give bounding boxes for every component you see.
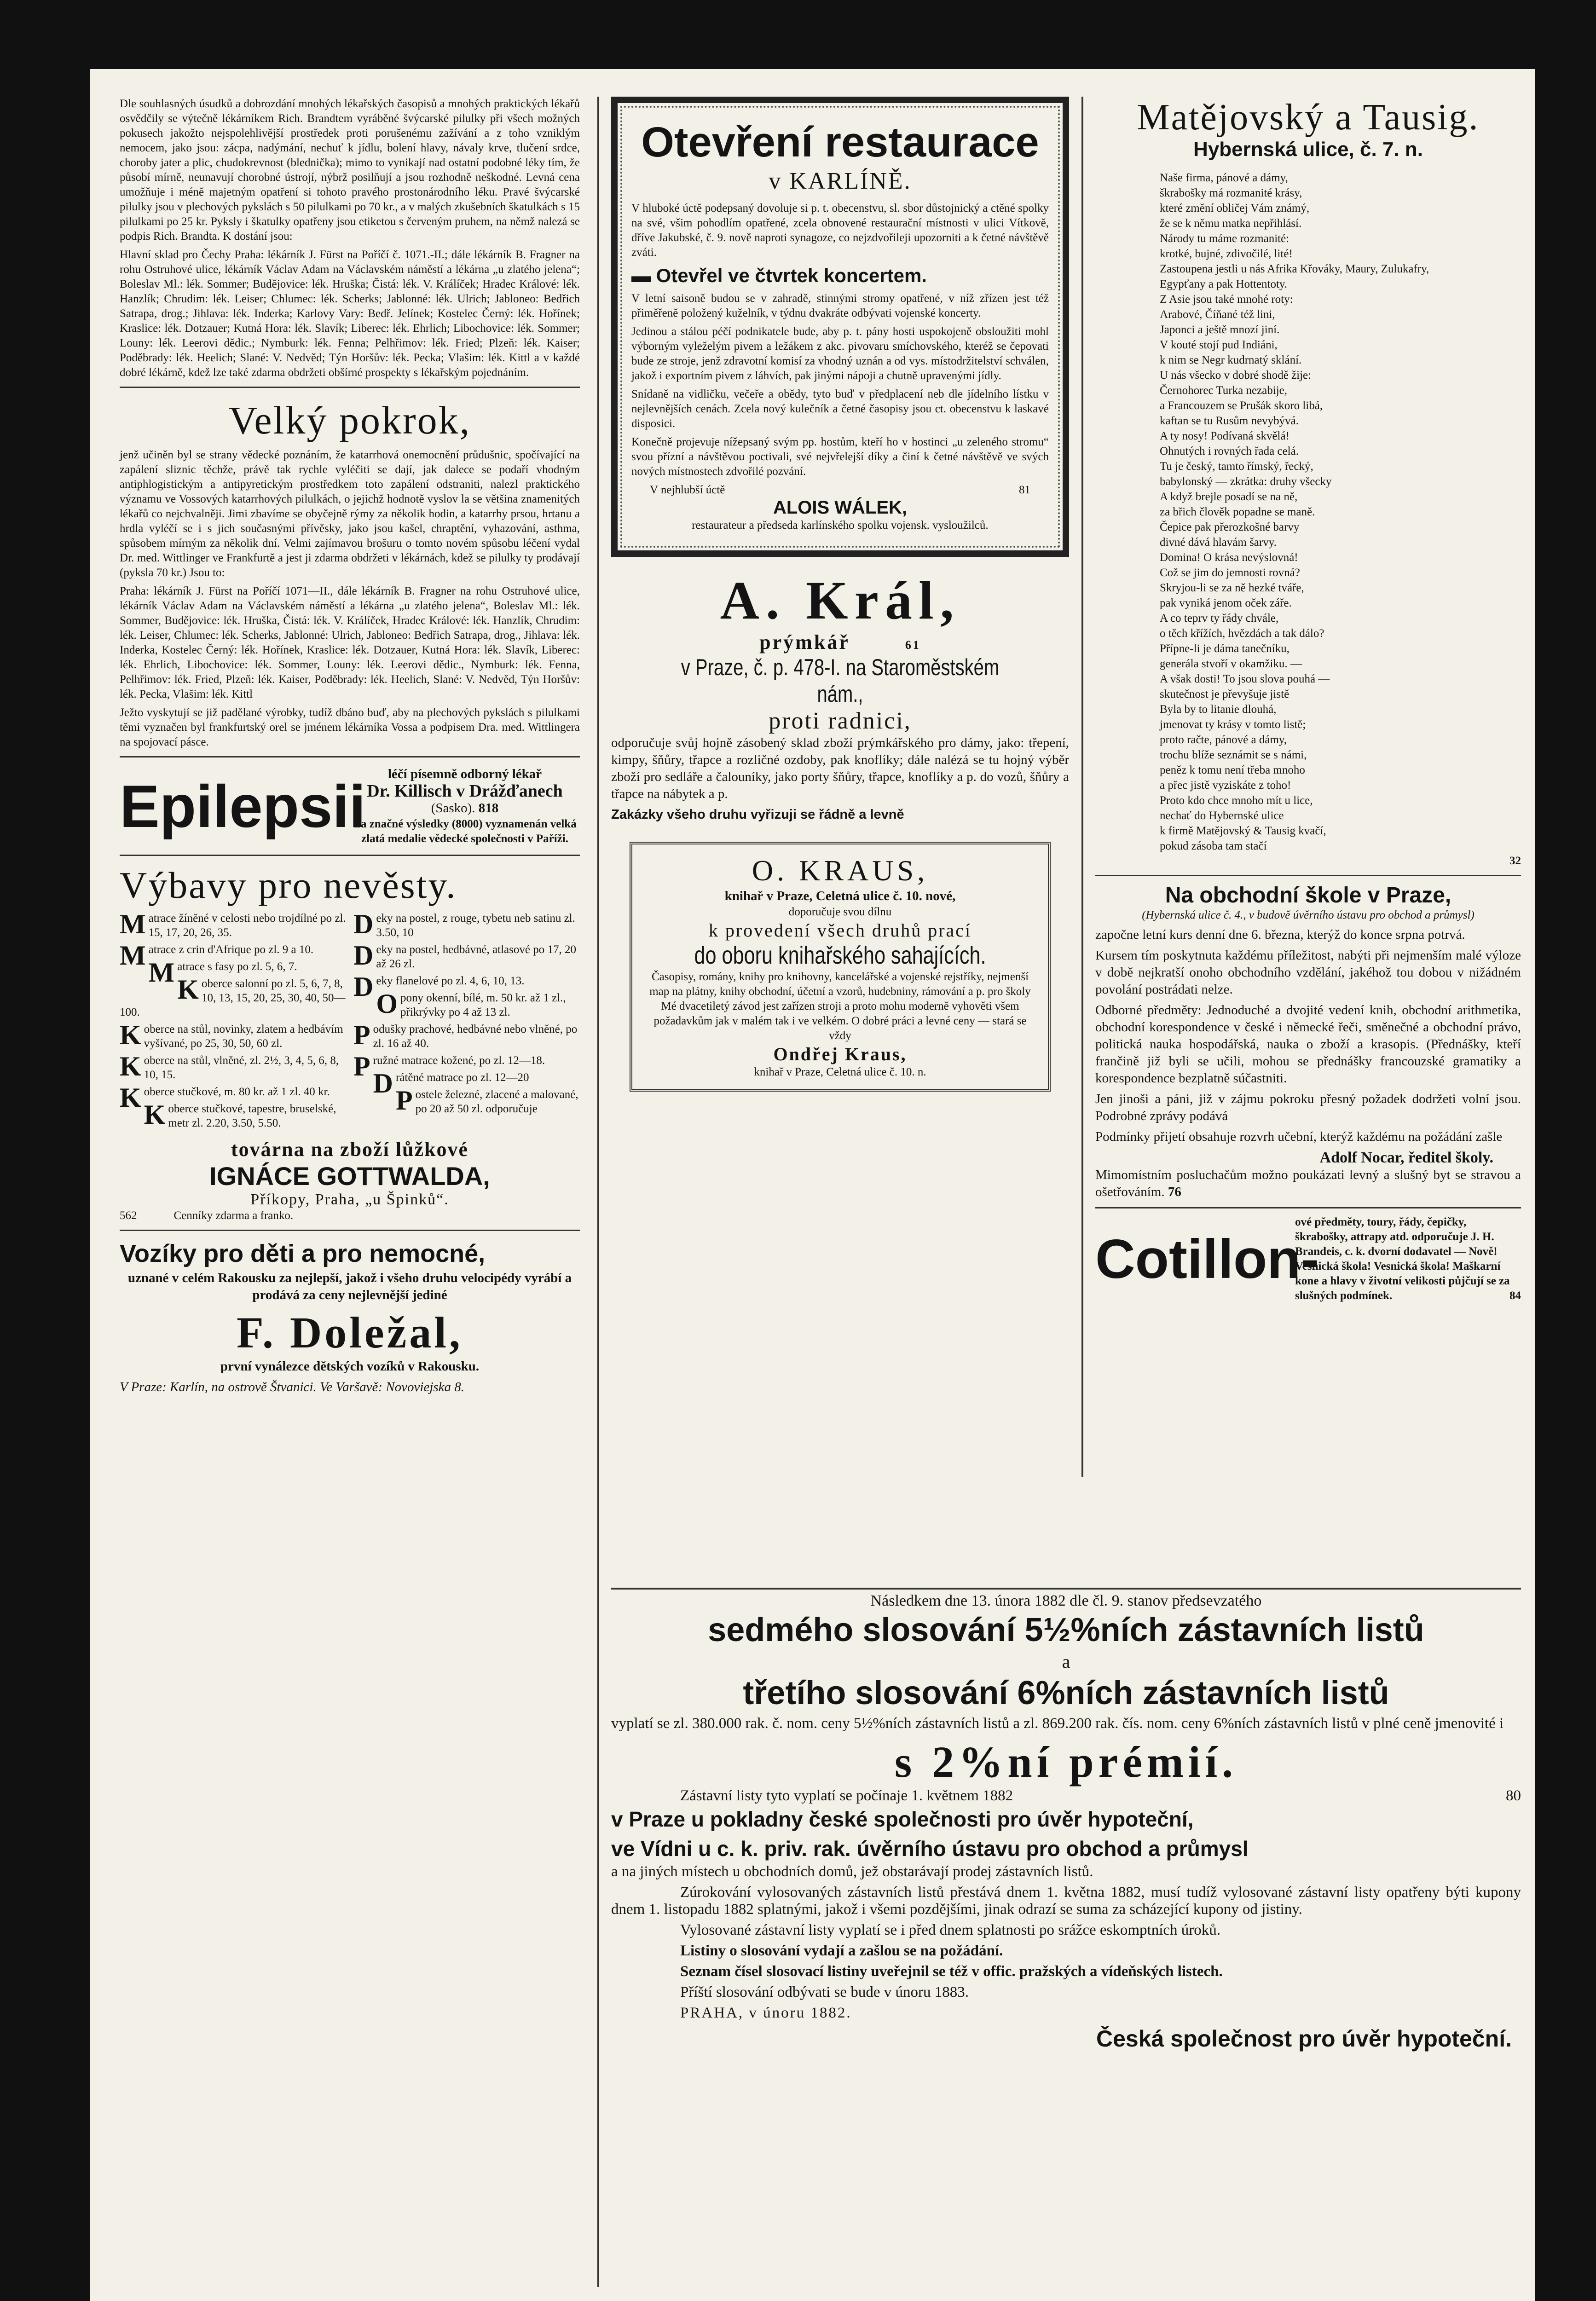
bank-headline: třetího slosování 6%ních zástavních listů bbox=[743, 1675, 1389, 1711]
poem-line: U nás všecko v dobré shodě žije: bbox=[1160, 369, 1312, 382]
vybavy-list bbox=[120, 911, 580, 1133]
restaurant-p3: Jedinou a stálou péčí podnikatele bude, aby p. t. pány hosti uspokojeně obsloužiti mohl výborným vyleželým pivem a ležákem z akc. pivovaru smíchovského, kteréž se čepovati bude ze stroje, jenž zdravotní komisí za vhodný uznán a od vys. místodržitelství schválen, jakož i exportním pivem z láhvích, pak jinými nápoji a chutně upravenými jídly. bbox=[631, 325, 1049, 382]
kraus-ad bbox=[630, 842, 1051, 1092]
gottwald-catalog: Cenníky zdarma a franko. bbox=[173, 1209, 294, 1222]
poem-line: o těch křížích, hvězdách a tak dálo? bbox=[1160, 627, 1324, 640]
bank-line: Vylosované zástavní listy vyplatí se i před dnem splatnosti po srážce eskomptních úroků. bbox=[680, 1922, 1221, 1938]
vybavy-item bbox=[120, 1053, 346, 1082]
ob-p6-text: Mimomístním posluchačům možno poukázati levný a slušný byt se stravou a ošetřováním. bbox=[1095, 1168, 1521, 1199]
bank-line: a bbox=[1062, 1651, 1070, 1672]
poem-line: Tu je český, tamto římský, řecký, bbox=[1160, 460, 1313, 473]
poem-line: Proto kdo chce mnoho mít u lice, bbox=[1160, 794, 1313, 807]
mt-address: Hybernská ulice, č. 7. n. bbox=[1193, 138, 1423, 161]
kral-address: v Praze, č. p. 478-I. na Staroměstském nám., bbox=[681, 654, 1000, 707]
vybavy-left bbox=[120, 911, 346, 1133]
poem-line: Arabové, Číňané též lini, bbox=[1160, 308, 1275, 321]
kraus-name: Ondřej Kraus, bbox=[773, 1044, 907, 1064]
cotillon-ad bbox=[1095, 1215, 1521, 1303]
vybavy-item bbox=[353, 1022, 580, 1051]
bank-line: Příští slosování odbývati se bude v únoru 1883. bbox=[680, 1984, 969, 2000]
poem-line: A ty nosy! Podívaná skvělá! bbox=[1160, 430, 1290, 442]
gottwald-address: Příkopy, Praha, „u Špinků“. bbox=[250, 1191, 449, 1208]
poem-line: Národy tu máme rozmanité: bbox=[1160, 232, 1290, 245]
vybavy-item bbox=[120, 911, 346, 940]
initial-letter: P bbox=[396, 1085, 413, 1116]
poem-line: Egypťany a pak Hottentoty. bbox=[1160, 278, 1288, 290]
bank-notice bbox=[611, 1592, 1521, 2052]
vybavy-item bbox=[120, 1022, 346, 1051]
poem-line: skutečnost je převyšuje jistě bbox=[1160, 688, 1290, 700]
column-middle bbox=[611, 97, 1069, 1096]
kral-text: odporučuje svůj hojně zásobený sklad zboží prýmkářského pro dámy, jako: třepení, kimpy, šňůry, třapce a rozličné ozdoby, pak knoflíky; dále nalézá se tu hojný výběr zboží pro sedláře a čalouníky, jako porty šňůry, třapce, knoflíky a p. do vozů, šňůry a třapce na nábytek a p. bbox=[611, 735, 1069, 801]
initial-letter: D bbox=[373, 1068, 393, 1098]
divider bbox=[611, 1588, 1521, 1590]
ob-p2: Kursem tím poskytnuta každému příležitost, nabýti při nejmenším malé výloze v době nejkratší onoho obchodního vzdělání, jakéhož tou dobou v nižádném povolání postrádati nelze. bbox=[1095, 948, 1521, 997]
initial-letter: D bbox=[353, 940, 374, 971]
poem-line: trochu blíže seznámit se s námi, bbox=[1160, 749, 1307, 761]
poem-line: nechať do Hybernské ulice bbox=[1160, 809, 1284, 822]
voziky-address: V Praze: Karlín, na ostrově Štvanici. Ve Varšavě: Novoviejska 8. bbox=[120, 1380, 465, 1394]
vybavy-item-text: odušky prachové, hedbávné nebo vlněné, po zl. 16 až 40. bbox=[373, 1023, 578, 1050]
bank-line: Následkem dne 13. února 1882 dle čl. 9. stanov předsevzatého bbox=[870, 1592, 1262, 1609]
kraus-line: Časopisy, romány, knihy pro knihovny, kancelářské a vojenské rejstříky, nejmenší map na plátny, knihy obchodní, účetní a vzorů, hudebniny, rámování a p. pro školy bbox=[649, 971, 1031, 998]
kral-location: proti radnici, bbox=[769, 708, 912, 734]
ob-p5: Podmínky přijetí obsahuje rozvrh učební, kterýž každému na požádání zašle bbox=[1095, 1129, 1503, 1144]
initial-letter: M bbox=[120, 909, 146, 939]
poem-line: škrabošky má rozmanité krásy, bbox=[1160, 187, 1302, 199]
bank-line: a na jiných místech u obchodních domů, jež obstarávají prodej zástavních listů. bbox=[611, 1863, 1093, 1880]
poem-line: Čepice pak přerozkošné barvy bbox=[1160, 521, 1300, 533]
poem-line: babylonský — zkrátka: druhy všecky bbox=[1160, 475, 1332, 488]
column-left bbox=[120, 97, 580, 1399]
vybavy-item-text: oberce stučkové, tapestre, bruselské, metr zl. 2.20, 3.50, 5.50. bbox=[168, 1103, 336, 1129]
divider bbox=[120, 1230, 580, 1231]
poem-line: krotké, bujné, zdivočilé, lité! bbox=[1160, 248, 1293, 260]
poem-line: V kouté stojí pud Indiáni, bbox=[1160, 339, 1278, 351]
poem-line: peněz k tomu není třeba mnoho bbox=[1160, 764, 1305, 776]
poem-line: Což se jim do jemnosti rovná? bbox=[1160, 567, 1300, 579]
restaurant-concert-text: Otevřel ve čtvrtek koncertem. bbox=[656, 265, 927, 286]
vybavy-item-text: oberce na stůl, vlněné, zl. 2½, 3, 4, 5, 6, 8, 10, 15. bbox=[144, 1054, 339, 1081]
pokrok-title: Velký pokrok, bbox=[228, 398, 471, 442]
epilepsy-ad bbox=[120, 766, 580, 846]
kral-trade-text: prýmkář bbox=[759, 631, 850, 653]
initial-letter: K bbox=[177, 974, 199, 1005]
restaurant-subtitle: v KARLÍNĚ. bbox=[769, 168, 912, 194]
vybavy-right bbox=[353, 911, 580, 1133]
vybavy-item-text: oberce na stůl, novinky, zlatem a hedbávím vyšívané, po 25, 30, 50, 60 zl. bbox=[144, 1023, 343, 1050]
voziky-inventor: první vynálezce dětských vozíků v Rakousku. bbox=[220, 1359, 480, 1374]
bank-signature: Česká společnost pro úvěr hypoteční. bbox=[1096, 2026, 1512, 2052]
epilepsy-line: (Sasko). bbox=[431, 801, 475, 815]
vybavy-item-text: oberce stučkové, m. 80 kr. až 1 zl. 40 kr. bbox=[144, 1086, 330, 1098]
initial-letter: D bbox=[353, 971, 374, 1002]
vybavy-item bbox=[120, 957, 346, 988]
mt-title: Matějovský a Tausig. bbox=[1137, 97, 1480, 138]
cotillon-title: Cotillon- bbox=[1095, 1228, 1319, 1290]
initial-letter: K bbox=[120, 1020, 141, 1050]
vybavy-item-text: rátěné matrace po zl. 12—20 bbox=[396, 1071, 529, 1084]
vybavy-item-text: atrace žíněné v celosti nebo trojdílné po zl. 15, 17, 20, 26, 35. bbox=[148, 912, 346, 939]
ad-number: 818 bbox=[478, 801, 499, 815]
initial-letter: M bbox=[148, 957, 175, 988]
poem-line: pokud zásoba tam stačí bbox=[1160, 840, 1267, 852]
dolezal-name: F. Doležal, bbox=[237, 1308, 463, 1357]
initial-letter: K bbox=[120, 1082, 141, 1113]
pokrok-warning: Ježto vyskytují se již padělané výrobky, tudíž dbáno buď, aby na plechových pykslách s pilulkami těmi vyznačen byl frankfurtský orel se jménem lékárníka Vossa a podpisem Dra. med. Wittlingera na spojovací pásce. bbox=[120, 706, 580, 748]
divider bbox=[120, 756, 580, 757]
restaurant-p5: Konečně projevuje nížepsaný svým pp. hostům, kteří ho v hostinci „u zeleného stromu“ svou přízní a návštěvou poctivali, své nejvřelejší díky a činí k četné návštěvě ve svých nových místnostech zdvořilé pozvání. bbox=[631, 436, 1049, 478]
restaurant-owner: ALOIS WÁLEK, bbox=[773, 497, 908, 518]
kral-trade bbox=[611, 630, 1069, 654]
ob-p1: započne letní kurs denní dne 6. března, kterýž do konce srpna potrvá. bbox=[1095, 927, 1465, 942]
bank-line: Zástavní listy tyto vyplatí se počínaje 1. květnem 1882 bbox=[680, 1787, 1013, 1804]
mt-poem bbox=[1095, 170, 1521, 854]
bank-headline: sedmého slosování 5½%ních zástavních listů bbox=[708, 1612, 1424, 1648]
pokrok-text: jenž učiněn byl se strany vědecké poznáním, že katarrhová onemocnění průdušnic, spočívající na zapálení sliznic těchže, právě tak rychle vyléčiti se dají, jak dalece se podaří vhodným antiphlogistickým a antipyretickým prostředkem toto zapálení odstraniti, nalezl praktického významu ve Vossových katarrhových pilulkách, o jejichž hodnotě vyslov la se většina znamenitých lékařů co nejchvalněji. Jimi zbavíme se obyčejně rýmy za několik hodin, a katarrhy prsou, hrtanu a hrdla vyléčí se i s jich současnými přívěsky, jako jsou kašel, chraptění, vyhazování, asthma, spůsobem mírným za několik dní. Velmi zajímavou brošuru o tomto novém spůsobu léčení vydal Dr. med. Wittlinger ve Frankfurtě a jest ji zdarma obdržeti v lékárnách, kdež se pilulky ty prodávají (pyksla 70 kr.) Jsou to: bbox=[120, 449, 580, 579]
poem-line: Domina! O krása nevýslovná! bbox=[1160, 551, 1298, 564]
epilepsy-line: léčí písemně odborný lékař bbox=[387, 767, 542, 781]
bank-line: vyplatí se zl. 380.000 rak. č. nom. ceny 5½%ních zástavních listů a zl. 869.200 rak. čís. nom. ceny 6%ních zástavních listů v plné ceně jmenovité i bbox=[611, 1715, 1504, 1732]
poem-line: A však dosti! To jsou slova pouhá — bbox=[1160, 673, 1330, 685]
ob-p3: Odborné předměty: Jednoduché a dvojité vedení knih, obchodní arithmetika, obchodní korespondence v české i německé řeči, směnečné a obchodní právo, politická nauka hospodářská, nauka o zboží a krasopis. (Přednášky, kteří frančině již byli se učili, mohou se přednášky francouzské gramatiky a korespondence bezplatně súčastniti. bbox=[1095, 1003, 1521, 1086]
poem-line: A co teprv ty řády chvále, bbox=[1160, 612, 1279, 624]
vybavy-item bbox=[120, 1099, 346, 1130]
poem-line: Byla by to litanie dlouhá, bbox=[1160, 703, 1277, 716]
divider bbox=[1095, 1207, 1521, 1208]
brandt-ad-stockists: Hlavní sklad pro Čechy Praha: lékárník J. Fürst na Poříčí č. 1071.-II.; dále lékárník B. Fragner na rohu Ostruhové ulice, lékárník Václav Adam na Václavském náměstí a lékárna „u zlatého jelena“; Boleslav Ml.: lék. Sommer; Budějovice: lék. Hruška; Čistá: lék. V. Králíček; Hradec Králové: lék. Hanzlík; Chrudim: lék. Leiser; Chlumec: lék. Scherks; Jablonné: lék. Ulrich; Jabloneo: Bedřich Satrapa, drog.; Jihlava: lék. Inderka; Karlovy Vary: Bedř. Jelínek; Kostelec Černý: lék. Hořínek; Kraslice: lék. Dotzauer; Kutná Hora: lék. Slavík; Liberec: lék. Ehrlich; Libochovice: lék. Sommer; Louny: lék. Leerovi dědic.; Nymburk: lék. Fenna; Pelhřimov: lék. Fried; Plzeň: lék. Kaiser; Poděbrady: lék. Heelich; Slané: V. Nedvěd; Týn Horšův: lék. Pecka; Vlašim: lék. Kittl a v každé dobré lékárně, kdež lze také zdarma obdržeti obšírné prospekty s lékařským pojednáním. bbox=[120, 249, 580, 379]
poem-line: že se k němu matka nepřihlásí. bbox=[1160, 217, 1302, 230]
ob-title: Na obchodní škole v Praze, bbox=[1165, 883, 1451, 908]
restaurant-ad bbox=[611, 97, 1069, 557]
restaurant-concert bbox=[631, 265, 1049, 287]
initial-letter: M bbox=[120, 940, 146, 971]
epilepsy-doctor: Dr. Killisch v Drážďanech bbox=[367, 781, 563, 801]
brandt-ad-text: Dle souhlasných úsudků a dobrozdání mnohých lékařských časopisů a mnohých praktických lékařů osvědčily se výtečně lékárníkem Rich. Brandtem vyráběné švýcarské pilulky při všech možných pokusech jakožto nejspolehlivější prostředek proti porušenému zažívání a z toho vzniklým nemocem, jako jsou: zácpa, nadýmání, nechuť k jídlu, bolení hlavy, návaly krve, tlučení srdce, choroby jater a plic, chudokrevnost (blednička); mimo to vynikají nad ostatní podobné léky tím, že působí mírně, neunavují chorobné ústrojí, nýbrž posilňují a jsou rozhodně neškodné. Levná cena umožňuje i méně majetným opatření si tohoto pravého prostonárodního léku. Pravé švýcarské pilulky jsou v plechových pykslách s 50 pilulkami po 70 kr., a v malých zkušebních škatulkách s 15 pilulkami po 25 kr. Pyksly i škatulky opatřeny jsou etiketou s červeným pruhem, na němž nalezá se podpis Rich. Brandta. K dostání jsou: bbox=[120, 98, 580, 243]
divider bbox=[120, 387, 580, 388]
ad-number: 61 bbox=[905, 638, 921, 652]
restaurant-title: Otevření restaurace bbox=[641, 119, 1039, 166]
initial-letter: P bbox=[353, 1020, 370, 1050]
gottwald-line1: továrna na zboží lůžkové bbox=[231, 1138, 469, 1161]
voziky-text: uznané v celém Rakousku za nejlepší, jakož i všeho druhu velocipédy vyrábí a prodává za ceny nejlevnější jediné bbox=[127, 1271, 572, 1302]
initial-letter: O bbox=[376, 989, 398, 1019]
poem-line: generála stvoří v okamžiku. — bbox=[1160, 658, 1302, 670]
newspaper-page bbox=[90, 69, 1535, 2301]
vybavy-item-text: ostele železné, zlacené a malované, po 20 až 50 zl. odporučuje bbox=[415, 1088, 578, 1115]
poem-line: a Francouzem se Prušák skoro libá, bbox=[1160, 399, 1323, 412]
vybavy-item bbox=[353, 911, 580, 940]
poem-line: Z Asie jsou také mnohé roty: bbox=[1160, 293, 1293, 306]
kral-orders: Zakázky všeho druhu vyřizuji se řádně a levně bbox=[611, 807, 904, 822]
poem-line: Naše firma, pánové a dámy, bbox=[1160, 172, 1288, 184]
arrow-icon: ▬ bbox=[631, 265, 656, 286]
poem-line: k firmě Matějovský & Tausig kvačí, bbox=[1160, 825, 1326, 837]
vybavy-item bbox=[353, 1068, 580, 1098]
bank-line: Zúrokování vylosovaných zástavních listů přestává dnem 1. května 1882, musí tudíž vylosované zástavní listy opatřeny býti kupony dnem 1. listopadu 1882 splatnými, jakož i všemi pozdějšími, jinak odrazí se suma za scházející kupony od jistiny. bbox=[611, 1884, 1521, 1918]
column-right bbox=[1095, 97, 1521, 1303]
kraus-line: doporučuje svou dílnu bbox=[788, 906, 892, 918]
column-rule bbox=[597, 97, 599, 2287]
restaurant-p4: Snídaně na vidličku, večeře a obědy, tyto buď v předplacení neb dle jídelního lístku v nejlevnějších cenách. Zcela nový kulečník a četné časopisy jsou ct. obecenstvu k laskavé disposici. bbox=[631, 388, 1049, 430]
initial-letter: D bbox=[353, 909, 374, 939]
poem-line: divné dává hlavám šarvy. bbox=[1160, 536, 1277, 549]
ob-subtitle: (Hybernská ulice č. 4., v budově úvěrního ústavu pro obchod a průmysl) bbox=[1142, 909, 1475, 921]
poem-line: Japonci a ještě mnozí jiní. bbox=[1160, 324, 1280, 336]
ad-number: 81 bbox=[1019, 484, 1030, 496]
vybavy-item-text: atrace s fasy po zl. 5, 6, 7. bbox=[177, 960, 297, 973]
initial-letter: P bbox=[353, 1051, 370, 1081]
restaurant-closing: V nejhlubší úctě bbox=[650, 484, 725, 496]
vybavy-item bbox=[120, 1082, 346, 1113]
poem-line: Černohorec Turka nezabije, bbox=[1160, 384, 1288, 397]
vybavy-item bbox=[353, 991, 580, 1019]
kraus-title: O. KRAUS, bbox=[752, 854, 929, 887]
ad-number: 76 bbox=[1168, 1185, 1181, 1199]
kral-title: A. Král, bbox=[720, 570, 960, 630]
poem-line: Přípne-li je dáma tanečníku, bbox=[1160, 642, 1290, 655]
restaurant-p2: V letní saisoně budou se v zahradě, stinnými stromy opatřené, v níž zřízen jest též přiměřeně položený kuželník, v týdnu dvakráte odbývati vojenské koncerty. bbox=[631, 292, 1049, 319]
ad-number: 562 bbox=[120, 1209, 137, 1222]
epilepsy-award: Za značné výsledky (8000) vyznamenán velká zlatá medalie vědecké společnosti v Paříži. bbox=[353, 818, 577, 845]
restaurant-p1: V hluboké úctě podepsaný dovoluje si p. t. obecenstvu, sl. sbor důstojnický a ctěné spolky na své, všim pohodlím opatřené, zcela obnovené restaurační místnosti v ulici Vítkově, dříve Jakubské, č. 9. nově naproti synagoze, co nejzdvořileji upozorniti a k četné návštěvě zváti. bbox=[631, 202, 1049, 259]
bank-line: Seznam čísel slosovací listiny uveřejnil se též v offic. pražských a vídeňských listech. bbox=[680, 1963, 1223, 1980]
poem-line: k nim se Negr kudrnatý sklání. bbox=[1160, 354, 1302, 366]
bank-line: v Praze u pokladny české společnosti pro úvěr hypoteční, bbox=[611, 1807, 1194, 1831]
bank-line: PRAHA, v únoru 1882. bbox=[680, 2005, 852, 2021]
kraus-line: knihař v Praze, Celetná ulice č. 10. n. bbox=[754, 1066, 926, 1078]
vybavy-item-text: eky na postel, hedbávné, atlasové po 17, 20 až 26 zl. bbox=[376, 943, 576, 970]
vybavy-item bbox=[353, 942, 580, 971]
cotillon-text: ové předměty, toury, řády, čepičky, škrabošky, attrapy atd. odporučuje J. H. Brandeis, c. k. dvorní dodavatel — Nově! Vesnická škola! Vesnická škola! Maškarní kone a hlavy v životní velikosti půjčují se za slušných podmínek. bbox=[1295, 1216, 1510, 1302]
bank-line: ve Vídni u c. k. priv. rak. úvěrního ústavu pro obchod a průmysl bbox=[611, 1837, 1249, 1861]
column-rule bbox=[1081, 97, 1083, 1477]
kraus-address: knihař v Praze, Celetná ulice č. 10. nové, bbox=[724, 889, 956, 903]
poem-line: Skryjou-li se za ně hezké tváře, bbox=[1160, 582, 1304, 594]
epilepsy-title: Epilepsii bbox=[120, 772, 366, 840]
ob-p4: Jen jinoši a páni, již v zájmu pokroku přesný požadek dodržeti volní jsou. Podrobné zprávy podává bbox=[1095, 1092, 1521, 1123]
restaurant-owner-title: restaurateur a předseda karlínského spolku vojensk. vysloužilců. bbox=[692, 519, 989, 532]
poem-line: které změní obličej Vám známý, bbox=[1160, 202, 1310, 214]
ad-number: 32 bbox=[1509, 855, 1521, 867]
poem-line: kaftan se tu Rusům nevybývá. bbox=[1160, 415, 1299, 427]
ad-number: 80 bbox=[1506, 1787, 1521, 1804]
kraus-line: k provedení všech druhů prací bbox=[708, 920, 972, 941]
ad-number: 84 bbox=[1509, 1289, 1521, 1302]
vybavy-item-text: ružné matrace kožené, po zl. 12—18. bbox=[373, 1054, 545, 1067]
ob-p6 bbox=[1095, 1167, 1521, 1201]
poem-line: A když brejle posadí se na ně, bbox=[1160, 491, 1298, 503]
vybavy-item-text: eky flanelové po zl. 4, 6, 10, 13. bbox=[376, 975, 525, 987]
bank-premium: s 2%ní prémií. bbox=[894, 1737, 1238, 1786]
vybavy-item-text: oberce salonní po zl. 5, 6, 7, 8, 10, 13, 15, 20, 25, 30, 40, 50—100. bbox=[120, 977, 346, 1018]
poem-line: Ohnutých i rovných řada celá. bbox=[1160, 445, 1299, 457]
vybavy-item-text: pony okenní, bílé, m. 50 kr. až 1 zl., přikrývky po 4 až 13 zl. bbox=[400, 992, 566, 1018]
vybavy-item-text: eky na postel, z rouge, tybetu neb satinu zl. 3.50, 10 bbox=[376, 912, 575, 939]
poem-line: a přec jistě vyziskáte z toho! bbox=[1160, 779, 1291, 792]
gottwald-name: IGNÁCE GOTTWALDA, bbox=[209, 1162, 490, 1191]
divider bbox=[120, 855, 580, 856]
poem-line: proto račte, pánové a dámy, bbox=[1160, 734, 1287, 746]
ob-signature: Adolf Nocar, ředitel školy. bbox=[1319, 1149, 1493, 1166]
poem-line: jmenovat ty krásy v tomto listě; bbox=[1160, 718, 1306, 731]
kraus-line: do oboru knihařského sahajících. bbox=[694, 942, 986, 969]
poem-line: za břich člověk popadne se maně. bbox=[1160, 506, 1315, 518]
poem-line: Zastoupena jestli u nás Afrika Křováky, Maury, Zulukafry, bbox=[1160, 263, 1429, 275]
kraus-line: Mé dvacetiletý závod jest zařízen stroji a proto mohu moderně vyhověti všem požadavkům jak v malém tak i ve velkém. O dobré práci a levné ceny — stará se vždy bbox=[653, 1000, 1027, 1042]
pokrok-stockists: Praha: lékárník J. Fürst na Poříčí 1071—II., dále lékárník B. Fragner na rohu Ostruhové ulice, lékárník Václav Adam na Václavském náměstí a lékárna „u zlatého jelena“, Boleslav Ml.: lék. Sommer, Budějovice: lék. Hruška, Čistá: lék. V. Králíček, Hradec Králové: lék. Hanzlík, Chrudim: lék. Leiser, Chlumec: lék. Scherks, Jablonné: Ulrich, Jabloneo: Bedřich Satrapa, drog., Jihlava: lék. Inderka, Kostelec Černý: lék. Hořínek, Kraslice: lék. Dotzauer, Kutná Hora: lék. Slavík, Liberec: lék. Ehrlich, Libochovice: lék. Sommer, Louny: lék. Leerovi dědic., Nymburk: lék. Fenna, Pelhřimov: lék. Fried, Plzeň: lék. Kaiser, Poděbrady: lék. Heelich, Slané: V. Nedvěd, Týn Horšův: lék. Pecka, Vlašim: lék. Kittl bbox=[120, 585, 580, 700]
initial-letter: K bbox=[144, 1099, 166, 1130]
initial-letter: K bbox=[120, 1051, 141, 1081]
poem-line: pak vyniká jenom oček záře. bbox=[1160, 597, 1292, 609]
voziky-title: Vozíky pro děti a pro nemocné, bbox=[120, 1240, 486, 1267]
vybavy-item bbox=[353, 971, 580, 1002]
bank-line: Listiny o slosování vydají a zašlou se na požádání. bbox=[680, 1943, 1003, 1959]
vybavy-item-text: atrace z crin d'Afrique po zl. 9 a 10. bbox=[148, 943, 314, 956]
divider bbox=[1095, 875, 1521, 876]
vybavy-title: Výbavy pro nevěsty. bbox=[120, 864, 457, 906]
